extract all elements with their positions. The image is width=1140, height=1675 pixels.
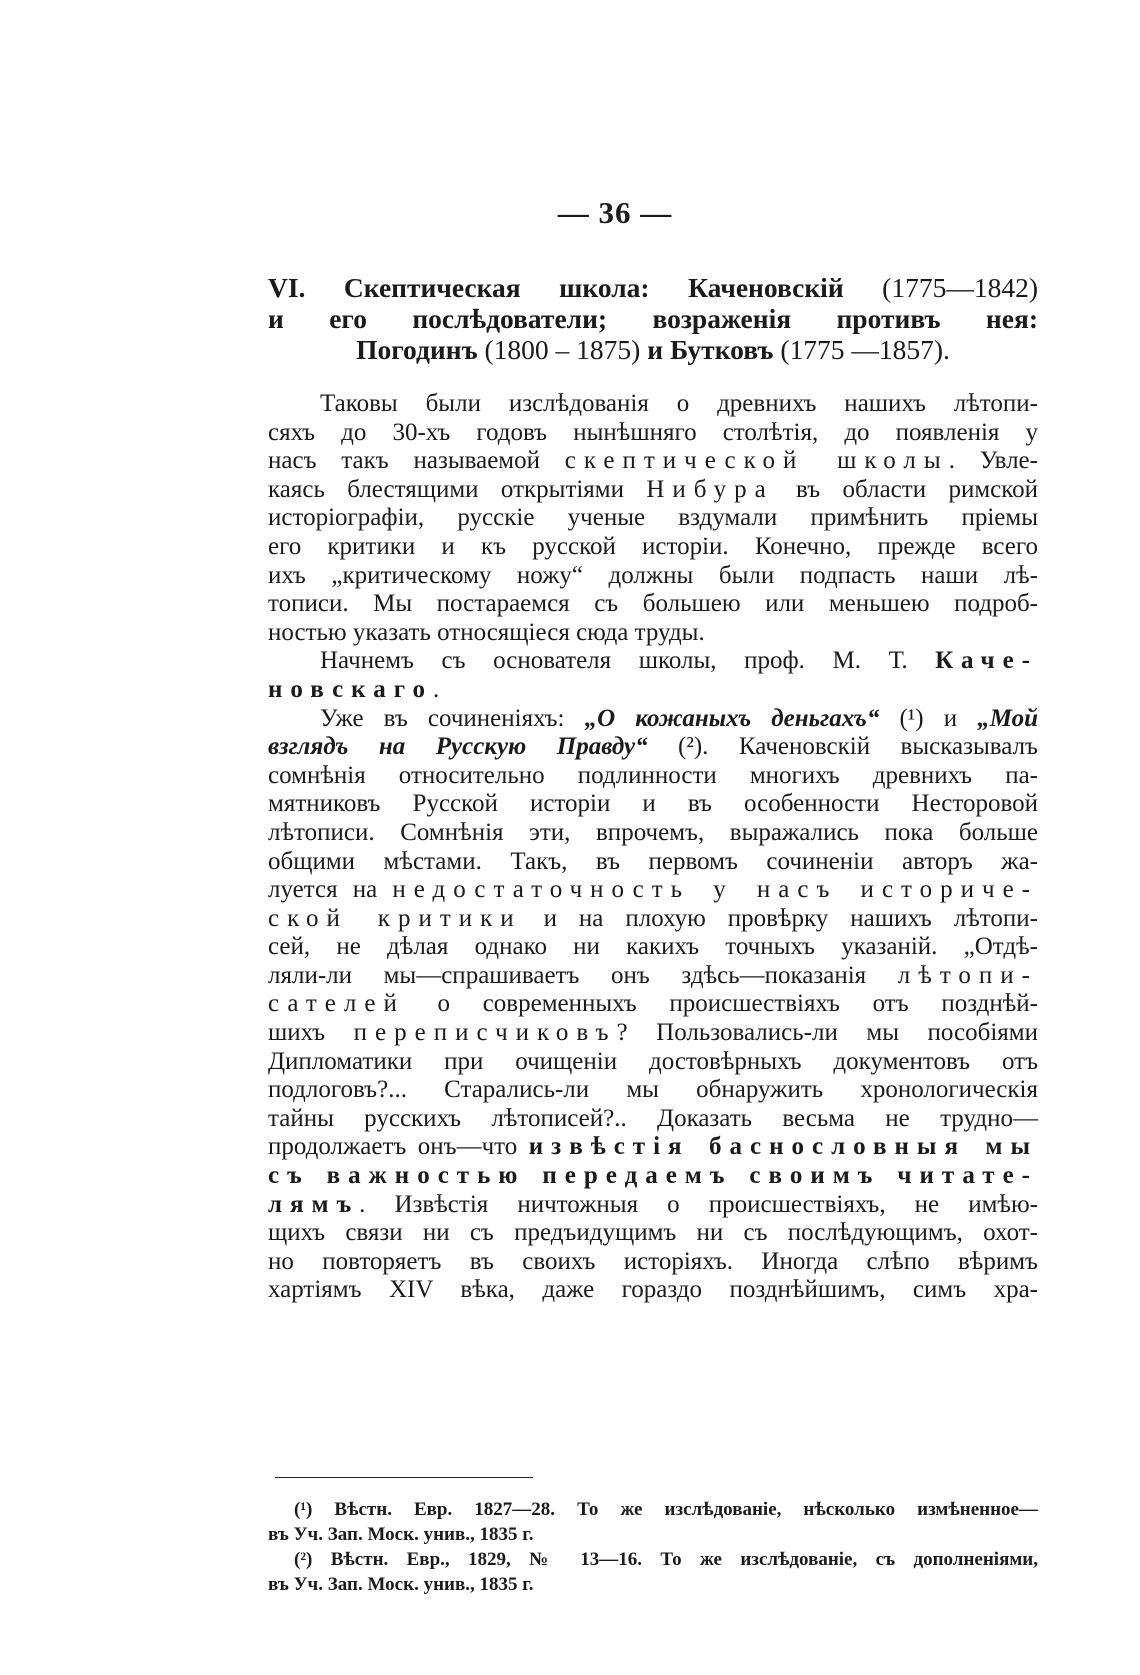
text-line: сяхъ до 30-хъ годовъ нынѣшняго столѣтія, до появленія у: [268, 418, 1038, 446]
text-line: шихъ переписчиковъ? Пользовались-ли мы пособіями: [268, 1019, 1038, 1047]
heading-line-1: VI. Скептическая школа: Каченовскій (1775—1842): [268, 272, 1038, 303]
heading-line-2: и его послѣдователи; возраженія противъ нея:: [268, 303, 1038, 334]
text-line: каясь блестящими открытіями Нибура въ области римской: [268, 475, 1038, 503]
text-line: взглядъ на Русскую Правду“ (²). Каченовскій высказывалъ: [268, 733, 1038, 761]
text-line: продолжаетъ онъ—что извѣстія баснословныя мы: [268, 1133, 1038, 1161]
footnote-1-line-1: (¹) Вѣстн. Евр. 1827—28. То же изслѣдованіе, нѣсколько измѣненное—: [294, 1499, 1038, 1520]
text-line: хартіямъ XIV вѣка, даже гораздо позднѣйшимъ, симъ хра-: [268, 1276, 1038, 1304]
text-line: его критики и къ русской исторіи. Конечно, прежде всего: [268, 532, 1038, 560]
footnote-2-line-1: (²) Вѣстн. Евр., 1829, № 13—16. То же изслѣдованіе, съ дополненіями,: [294, 1549, 1038, 1570]
footnote-2-line-2: въ Уч. Зап. Моск. унив., 1835 г.: [268, 1574, 534, 1595]
page-number: — 36 —: [557, 195, 673, 230]
text-line: съ важностью передаемъ своимъ читате-: [268, 1162, 1038, 1190]
text-line: ляли-ли мы—спрашиваетъ онъ здѣсь—показанія лѣтопи-: [268, 961, 1038, 989]
text-line: новскаго.: [268, 675, 440, 703]
text-line: сей, не дѣлая однако ни какихъ точныхъ указаній. „Отдѣ-: [268, 933, 1038, 961]
text-line: ностью указать относящіеся сюда труды.: [268, 618, 705, 646]
footnote-separator: [275, 1477, 533, 1478]
text-line: общими мѣстами. Такъ, въ первомъ сочиненіи авторъ жа-: [268, 847, 1038, 875]
text-line: Уже въ сочиненіяхъ: „О кожаныхъ деньгахъ“ (¹) и „Мой: [320, 704, 1038, 732]
text-line: сателей о современныхъ происшествіяхъ отъ позднѣй-: [268, 990, 1038, 1018]
text-line: подлоговъ?... Старались-ли мы обнаружить хронологическія: [268, 1076, 1038, 1104]
text-line: насъ такъ называемой скептической школы. Увле-: [268, 447, 1038, 475]
section-heading: [268, 272, 1038, 365]
text-line: луется на недостаточность у насъ историче-: [268, 876, 1039, 904]
text-line: исторіографіи, русскіе ученые вздумали примѣнить пріемы: [268, 504, 1038, 532]
text-line: тайны русскихъ лѣтописей?.. Доказать весьма не трудно—: [268, 1104, 1038, 1132]
text-line: лѣтописи. Сомнѣнія эти, впрочемъ, выражались пока больше: [268, 818, 1038, 846]
body-text: [268, 390, 1038, 1305]
text-line: Дипломатики при очищеніи достовѣрныхъ документовъ отъ: [268, 1047, 1038, 1075]
text-line: щихъ связи ни съ предъидущимъ ни съ послѣдующимъ, охот-: [268, 1219, 1038, 1247]
text-line: тописи. Мы постараемся съ большею или меньшею подроб-: [268, 590, 1038, 618]
text-line: но повторяетъ въ своихъ исторіяхъ. Иногда слѣпо вѣримъ: [268, 1247, 1038, 1275]
text-line: лямъ. Извѣстія ничтожныя о происшествіяхъ, не имѣю-: [268, 1190, 1038, 1218]
text-line: Начнемъ съ основателя школы, проф. М. Т. Каче-: [320, 647, 1038, 675]
text-line: мятниковъ Русской исторіи и въ особенности Несторовой: [268, 790, 1038, 818]
heading-line-3: Погодинъ (1800 – 1875) и Бутковъ (1775 —1857).: [356, 334, 950, 365]
text-line: ской критики и на плохую провѣрку нашихъ лѣтопи-: [268, 904, 1038, 932]
text-line: сомнѣнія относительно подлинности многихъ древнихъ па-: [268, 761, 1038, 789]
footnote-1-line-2: въ Уч. Зап. Моск. унив., 1835 г.: [268, 1524, 534, 1545]
footnotes: [268, 1497, 1038, 1597]
text-line: Таковы были изслѣдованія о древнихъ нашихъ лѣтопи-: [320, 390, 1038, 417]
text-line: ихъ „критическому ножу“ должны были подпасть наши лѣ-: [268, 561, 1038, 589]
